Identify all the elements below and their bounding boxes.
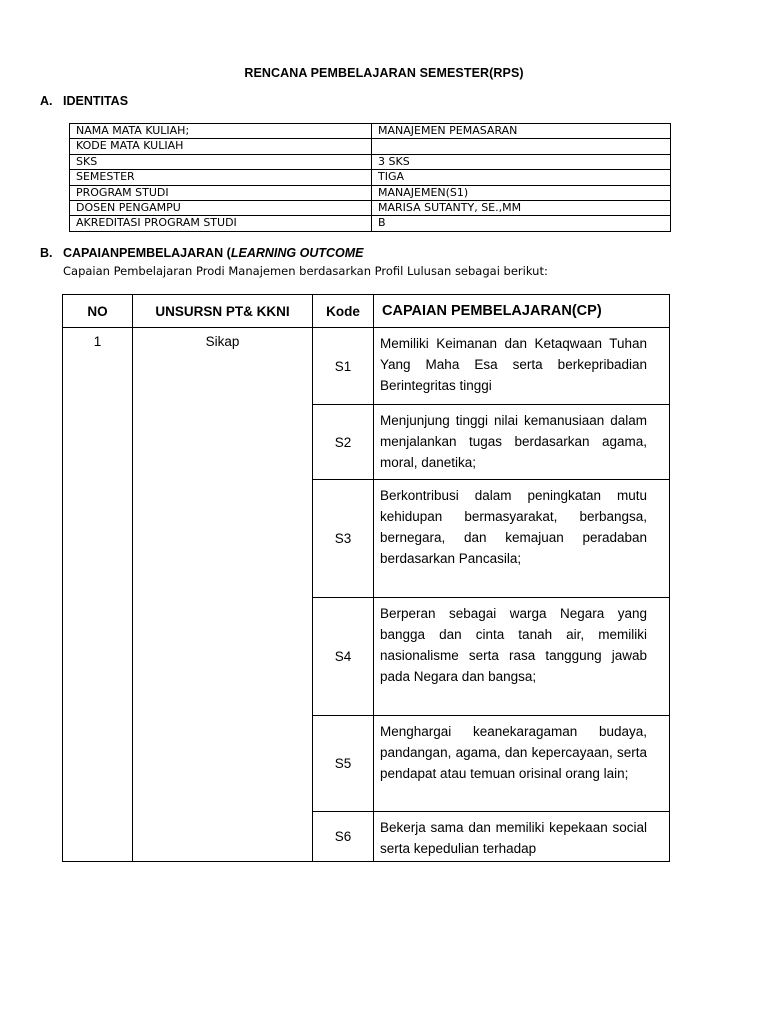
identity-label: SKS (70, 154, 372, 169)
identity-label: AKREDITASI PROGRAM STUDI (70, 216, 372, 231)
table-row (70, 216, 671, 231)
row-number: 1 (63, 328, 133, 862)
outcome-code: S4 (313, 598, 374, 716)
section-b-title: CAPAIANPEMBELAJARAN ( (63, 246, 231, 260)
identity-table (69, 123, 671, 232)
table-row (70, 200, 671, 215)
table-row (70, 170, 671, 185)
identity-label: PROGRAM STUDI (70, 185, 372, 200)
table-row (70, 139, 671, 154)
header-no: NO (63, 295, 133, 328)
table-row (70, 185, 671, 200)
table-row (70, 124, 671, 139)
identity-label: DOSEN PENGAMPU (70, 200, 372, 215)
section-b-description: Capaian Pembelajaran Prodi Manajemen berdasarkan Profil Lulusan sebagai berikut: (63, 264, 548, 278)
learning-outcomes-table (62, 294, 670, 862)
outcome-text: Memiliki Keimanan dan Ketaqwaan Tuhan Yang Maha Esa serta berkepribadian Berintegritas tinggi (374, 328, 670, 405)
section-b-number: B. (40, 246, 53, 260)
document-title: RENCANA PEMBELAJARAN SEMESTER(RPS) (244, 66, 524, 80)
outcome-text: Menghargai keanekaragaman budaya, pandangan, agama, dan kepercayaan, serta pendapat atau temuan orisinal orang lain; (374, 716, 670, 812)
table-row (63, 328, 670, 405)
identity-value: 3 SKS (372, 154, 671, 169)
header-element: UNSURSN PT& KKNI (133, 295, 313, 328)
identity-label: NAMA MATA KULIAH; (70, 124, 372, 139)
identity-value (372, 139, 671, 154)
outcome-code: S3 (313, 480, 374, 598)
section-b-title-italic: LEARNING OUTCOME (230, 246, 364, 260)
section-a-title: IDENTITAS (63, 94, 129, 108)
identity-value: MANAJEMEN PEMASARAN (372, 124, 671, 139)
identity-label: KODE MATA KULIAH (70, 139, 372, 154)
outcome-code: S2 (313, 405, 374, 480)
table-row (70, 154, 671, 169)
identity-value: MARISA SUTANTY, SE.,MM (372, 200, 671, 215)
outcome-text: Menjunjung tinggi nilai kemanusiaan dalam menjalankan tugas berdasarkan agama, moral, danetika; (374, 405, 670, 480)
identity-value: MANAJEMEN(S1) (372, 185, 671, 200)
outcome-code: S6 (313, 812, 374, 862)
identity-value: B (372, 216, 671, 231)
outcome-code: S1 (313, 328, 374, 405)
outcome-text: Berkontribusi dalam peningkatan mutu kehidupan bermasyarakat, berbangsa, bernegara, dan kemajuan peradaban berdasarkan Pancasila; (374, 480, 670, 598)
header-code: Kode (313, 295, 374, 328)
identity-label: SEMESTER (70, 170, 372, 185)
header-outcome: CAPAIAN PEMBELAJARAN(CP) (374, 295, 670, 328)
identity-value: TIGA (372, 170, 671, 185)
outcome-code: S5 (313, 716, 374, 812)
table-header-row (63, 295, 670, 328)
section-a-heading (40, 94, 128, 108)
section-a-number: A. (40, 94, 53, 108)
outcome-text: Bekerja sama dan memiliki kepekaan social serta kepedulian terhadap (374, 812, 670, 862)
outcome-text: Berperan sebagai warga Negara yang bangga dan cinta tanah air, memiliki nasionalisme serta rasa tanggung jawab pada Negara dan bangsa; (374, 598, 670, 716)
section-b-heading (40, 246, 363, 260)
row-element: Sikap (133, 328, 313, 862)
